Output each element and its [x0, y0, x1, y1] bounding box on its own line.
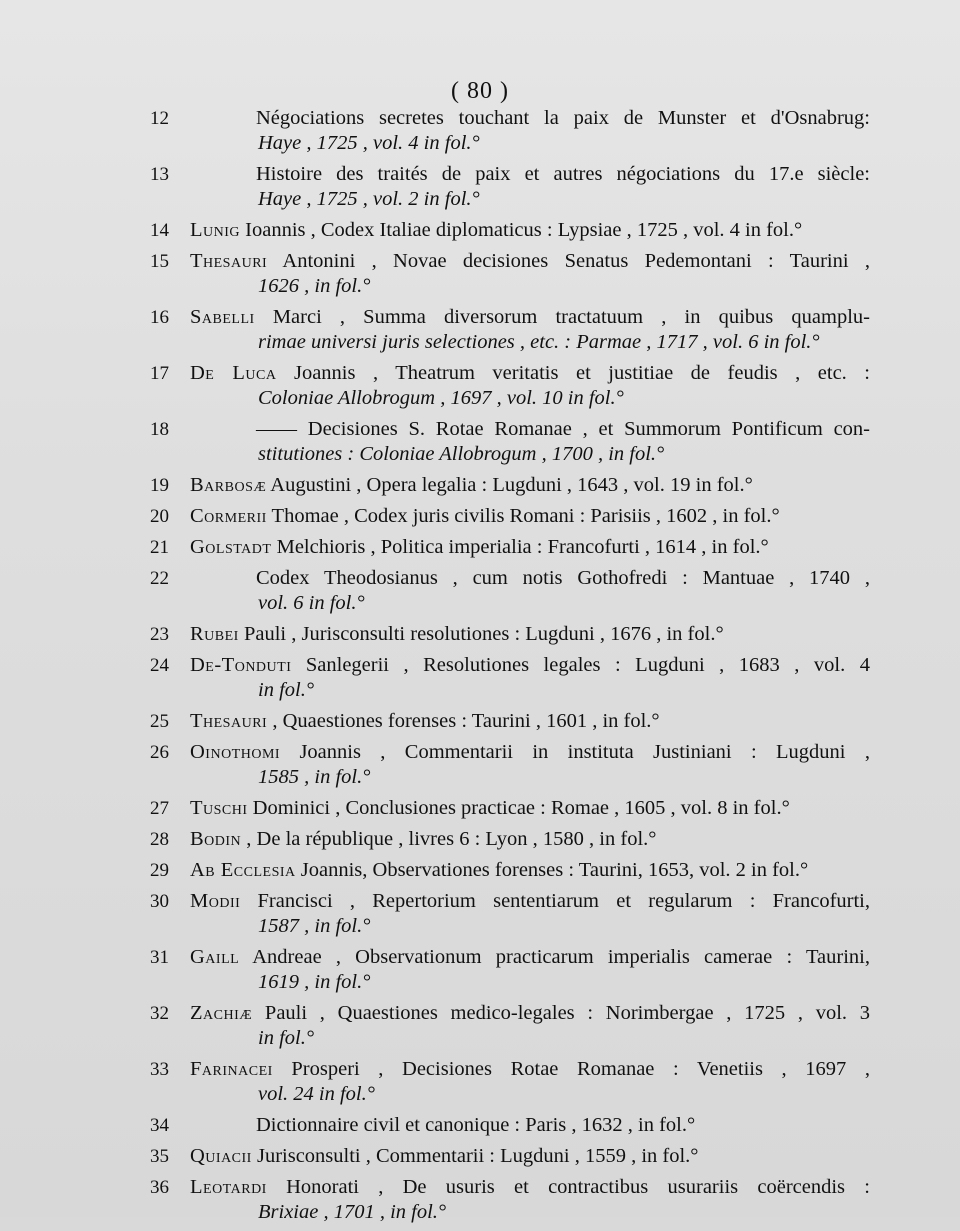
- entry-number: 34: [150, 1115, 169, 1136]
- entry-line-1: [190, 361, 870, 386]
- entry-number: 36: [150, 1177, 169, 1198]
- entry-author: Quiacii: [190, 1145, 252, 1167]
- entry-line-2: Coloniae Allobrogum , 1697 , vol. 10 in fol.°: [258, 387, 624, 409]
- entry-number: 15: [150, 251, 169, 272]
- entry-author: Golstadt: [190, 536, 272, 558]
- entry-author: Tuschi: [190, 797, 248, 819]
- entry-number: 29: [150, 860, 169, 881]
- entry-line-2: in fol.°: [258, 1027, 315, 1049]
- entry-author: Lunig: [190, 219, 241, 241]
- entry-line-1: [190, 1113, 870, 1138]
- entry-number: 24: [150, 655, 169, 676]
- entry-text: —— Decisiones S. Rotae Romanae , et Summorum Pontificum con-: [256, 418, 870, 440]
- bibliography-list: [150, 106, 871, 1231]
- bibliography-entry: [150, 566, 870, 616]
- bibliography-entry: [150, 740, 870, 790]
- entry-text: Négociations secretes touchant la paix de Munster et d'Osnabrug:: [256, 107, 870, 129]
- entry-text: Pauli , Quaestiones medico-legales : Norimbergae , 1725 , vol. 3: [252, 1002, 870, 1024]
- entry-line-1: [190, 858, 870, 883]
- entry-number: 35: [150, 1146, 169, 1167]
- entry-text: , Quaestiones forenses : Taurini , 1601 , in fol.°: [267, 710, 660, 732]
- entry-line-2: 1585 , in fol.°: [258, 766, 371, 788]
- bibliography-entry: [150, 361, 871, 411]
- entry-line-2: 1626 , in fol.°: [258, 275, 371, 297]
- entry-number: 22: [150, 568, 169, 589]
- bibliography-entry: [150, 945, 870, 995]
- entry-number: 12: [150, 108, 169, 129]
- entry-line-1: [190, 889, 870, 914]
- entry-text: Antonini , Novae decisiones Senatus Pedemontani : Taurini ,: [267, 250, 870, 272]
- entry-line-1: [190, 1175, 870, 1200]
- bibliography-entry: [150, 796, 870, 821]
- entry-text: Honorati , De usuris et contractibus usurariis coërcendis :: [266, 1176, 870, 1198]
- entry-text: Dominici , Conclusiones practicae : Romae , 1605 , vol. 8 in fol.°: [247, 797, 790, 819]
- entry-line-1: [190, 473, 870, 498]
- entry-line-2: Haye , 1725 , vol. 2 in fol.°: [258, 188, 480, 210]
- entry-text: Andreae , Observationum practicarum imperialis camerae : Taurini,: [239, 946, 870, 968]
- entry-line-2: vol. 6 in fol.°: [258, 592, 365, 614]
- entry-author: Rubei: [190, 623, 239, 645]
- bibliography-entry: [150, 1113, 870, 1138]
- entry-author: Leotardi: [190, 1176, 267, 1198]
- entry-author: De-Tonduti: [190, 654, 292, 676]
- entry-text: Joannis, Observationes forenses : Taurini, 1653, vol. 2 in fol.°: [295, 859, 809, 881]
- entry-line-1: [190, 1144, 870, 1169]
- entry-number: 26: [150, 742, 169, 763]
- bibliography-entry: [150, 1175, 870, 1225]
- entry-line-1: [190, 249, 870, 274]
- entry-author: Barbosæ: [190, 474, 267, 496]
- entry-author: Cormerii: [190, 505, 267, 527]
- entry-text: Pauli , Jurisconsulti resolutiones : Lugduni , 1676 , in fol.°: [238, 623, 724, 645]
- entry-line-2: Haye , 1725 , vol. 4 in fol.°: [258, 132, 480, 154]
- entry-line-1: [190, 622, 870, 647]
- entry-number: 28: [150, 829, 169, 850]
- entry-text: Joannis , Commentarii in instituta Justiniani : Lugduni ,: [280, 741, 870, 763]
- entry-author: Zachiæ: [190, 1002, 253, 1024]
- bibliography-entry: [150, 1057, 870, 1107]
- entry-number: 25: [150, 711, 169, 732]
- entry-number: 18: [150, 419, 169, 440]
- entry-line-1: [190, 796, 870, 821]
- entry-number: 27: [150, 798, 169, 819]
- entry-line-1: [190, 305, 870, 330]
- bibliography-entry: [150, 535, 870, 560]
- entry-line-2: rimae universi juris selectiones , etc. : Parmae , 1717 , vol. 6 in fol.°: [258, 331, 820, 353]
- entry-author: Oinothomi: [190, 741, 281, 763]
- entry-text: Joannis , Theatrum veritatis et justitiae de feudis , etc. :: [276, 362, 871, 384]
- entry-line-1: [190, 504, 870, 529]
- entry-text: Augustini , Opera legalia : Lugduni , 1643 , vol. 19 in fol.°: [266, 474, 753, 496]
- entry-number: 14: [150, 220, 169, 241]
- entry-line-1: [190, 1001, 870, 1026]
- entry-author: Sabelli: [190, 306, 255, 328]
- entry-number: 31: [150, 947, 169, 968]
- entry-line-1: [190, 106, 870, 131]
- entry-text: Jurisconsulti , Commentarii : Lugduni , 1559 , in fol.°: [251, 1145, 699, 1167]
- entry-line-1: [190, 417, 870, 442]
- bibliography-entry: [150, 653, 870, 703]
- bibliography-entry: [150, 106, 870, 156]
- bibliography-entry: [150, 218, 870, 243]
- entry-text: Prosperi , Decisiones Rotae Romanae : Venetiis , 1697 ,: [272, 1058, 870, 1080]
- entry-line-1: [190, 1057, 870, 1082]
- page-number: ( 80 ): [451, 78, 509, 104]
- entry-number: 30: [150, 891, 169, 912]
- entry-line-2: vol. 24 in fol.°: [258, 1083, 375, 1105]
- entry-number: 19: [150, 475, 169, 496]
- bibliography-entry: [150, 827, 870, 852]
- entry-author: Modii: [190, 890, 241, 912]
- entry-line-1: [190, 566, 870, 591]
- entry-line-2: Brixiae , 1701 , in fol.°: [258, 1201, 447, 1223]
- entry-author: Thesauri: [190, 710, 268, 732]
- entry-line-1: [190, 945, 870, 970]
- bibliography-entry: [150, 622, 870, 647]
- entry-line-1: [190, 653, 870, 678]
- entry-number: 20: [150, 506, 169, 527]
- bibliography-entry: [150, 249, 870, 299]
- entry-line-1: [190, 827, 870, 852]
- entry-author: Farinacei: [190, 1058, 273, 1080]
- bibliography-entry: [150, 162, 870, 212]
- entry-line-2: 1587 , in fol.°: [258, 915, 371, 937]
- entry-number: 16: [150, 307, 169, 328]
- entry-line-1: [190, 535, 870, 560]
- entry-line-1: [190, 218, 870, 243]
- bibliography-entry: [150, 858, 870, 883]
- bibliography-entry: [150, 305, 870, 355]
- entry-line-2: stitutiones : Coloniae Allobrogum , 1700 , in fol.°: [258, 443, 665, 465]
- entry-text: Francisci , Repertorium sententiarum et regularum : Francofurti,: [240, 890, 870, 912]
- bibliography-entry: [150, 889, 870, 939]
- entry-text: Thomae , Codex juris civilis Romani : Parisiis , 1602 , in fol.°: [266, 505, 780, 527]
- bibliography-entry: [150, 504, 870, 529]
- entry-line-1: [190, 740, 870, 765]
- bibliography-entry: [150, 1144, 870, 1169]
- entry-text: Dictionnaire civil et canonique : Paris , 1632 , in fol.°: [256, 1114, 696, 1136]
- entry-text: Ioannis , Codex Italiae diplomaticus : Lypsiae , 1725 , vol. 4 in fol.°: [240, 219, 803, 241]
- bibliography-entry: [150, 417, 870, 467]
- entry-author: Thesauri: [190, 250, 268, 272]
- entry-text: Marci , Summa diversorum tractatuum , in quibus quamplu-: [254, 306, 870, 328]
- entry-number: 13: [150, 164, 169, 185]
- entry-author: Bodin: [190, 828, 242, 850]
- entry-number: 32: [150, 1003, 169, 1024]
- entry-line-1: [190, 162, 870, 187]
- entry-author: De Luca: [190, 362, 277, 384]
- entry-number: 21: [150, 537, 169, 558]
- entry-text: Histoire des traités de paix et autres négociations du 17.e siècle:: [256, 163, 870, 185]
- entry-text: , De la république , livres 6 : Lyon , 1580 , in fol.°: [241, 828, 657, 850]
- entry-number: 33: [150, 1059, 169, 1080]
- bibliography-entry: [150, 709, 870, 734]
- entry-line-2: in fol.°: [258, 679, 315, 701]
- entry-line-2: 1619 , in fol.°: [258, 971, 371, 993]
- entry-text: Melchioris , Politica imperialia : Francofurti , 1614 , in fol.°: [271, 536, 769, 558]
- entry-line-1: [190, 709, 870, 734]
- bibliography-entry: [150, 1001, 870, 1051]
- entry-number: 23: [150, 624, 169, 645]
- entry-author: Gaill: [190, 946, 240, 968]
- entry-author: Ab Ecclesia: [190, 859, 296, 881]
- bibliography-entry: [150, 473, 870, 498]
- entry-number: 17: [150, 363, 169, 384]
- entry-text: Codex Theodosianus , cum notis Gothofredi : Mantuae , 1740 ,: [256, 567, 870, 589]
- entry-text: Sanlegerii , Resolutiones legales : Lugduni , 1683 , vol. 4: [291, 654, 870, 676]
